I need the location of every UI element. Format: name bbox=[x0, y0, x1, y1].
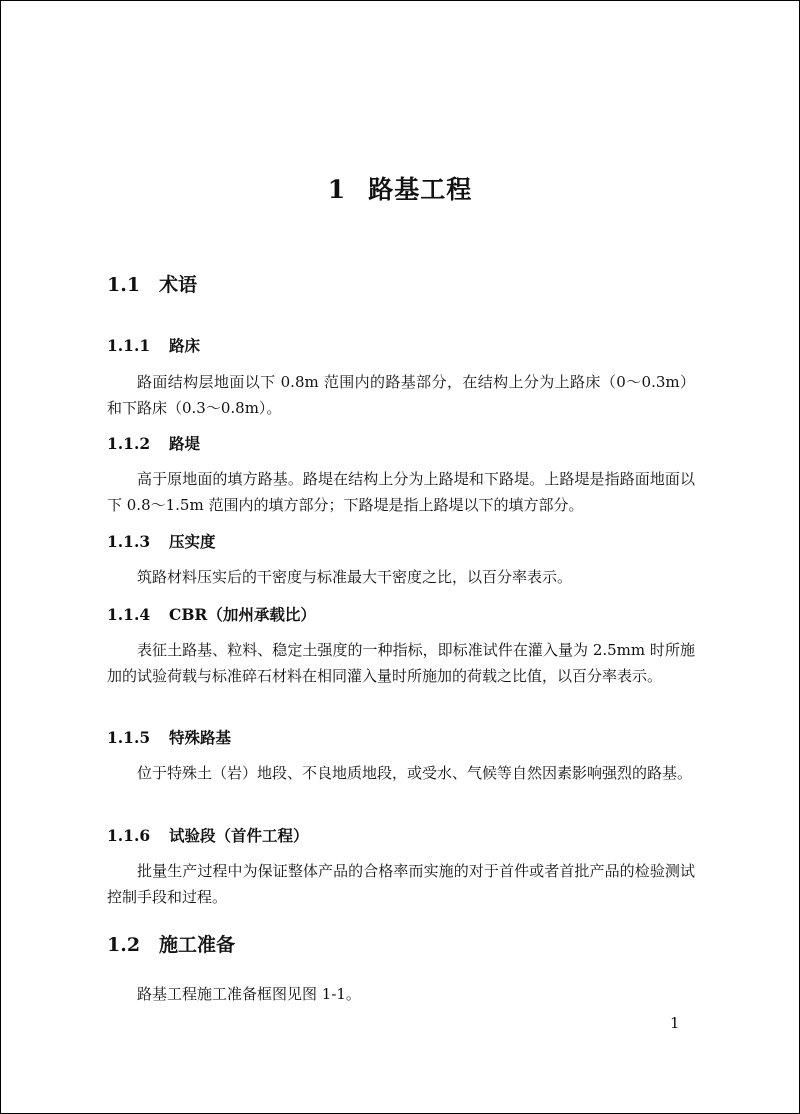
term-heading-1-1-5 bbox=[107, 726, 231, 748]
section-title: 施工准备 bbox=[159, 934, 236, 956]
chapter-title-text: 路基工程 bbox=[368, 175, 473, 204]
term-heading-1-1-4 bbox=[107, 603, 316, 625]
term-number: 1.1.3 bbox=[107, 532, 151, 551]
term-heading-1-1-2 bbox=[107, 432, 200, 454]
term-title: 压实度 bbox=[169, 532, 216, 551]
term-definition-1-1-6: 批量生产过程中为保证整体产品的合格率而实施的对于首件或者首批产品的检验测试控制手段和过程。 bbox=[107, 862, 695, 906]
term-title: 试验段（首件工程） bbox=[169, 826, 309, 845]
term-definition-1-1-1: 路面结构层地面以下 0.8m 范围内的路基部分，在结构上分为上路床（0～0.3m）和下路床（0.3～0.8m）。 bbox=[107, 373, 695, 417]
term-number: 1.1.2 bbox=[107, 434, 151, 453]
section-1-2-text: 路基工程施工准备框图见图 1-1。 bbox=[137, 985, 361, 1003]
term-title: 特殊路基 bbox=[169, 728, 232, 747]
term-title: CBR（加州承载比） bbox=[169, 605, 316, 624]
term-number: 1.1.6 bbox=[107, 826, 151, 845]
term-definition-1-1-5: 位于特殊土（岩）地段、不良地质地段，或受水、气候等自然因素影响强烈的路基。 bbox=[137, 764, 693, 782]
section-title: 术语 bbox=[159, 274, 198, 296]
term-definition-1-1-2: 高于原地面的填方路基。路堤在结构上分为上路堤和下路堤。上路堤是指路面地面以下 0.8～1.5m 范围内的填方部分；下路堤是指上路堤以下的填方部分。 bbox=[107, 470, 695, 514]
term-number: 1.1.1 bbox=[107, 336, 151, 355]
term-heading-1-1-3 bbox=[107, 530, 216, 552]
term-heading-1-1-6 bbox=[107, 824, 309, 846]
page-number: 1 bbox=[670, 1014, 680, 1032]
term-title: 路堤 bbox=[169, 434, 201, 453]
chapter-title bbox=[0, 170, 800, 206]
term-number: 1.1.5 bbox=[107, 728, 151, 747]
term-definition-1-1-4: 表征土路基、粒料、稳定土强度的一种指标，即标准试件在灌入量为 2.5mm 时所施加的试验荷载与标准碎石材料在相同灌入量时所施加的荷载之比值，以百分率表示。 bbox=[107, 641, 695, 685]
term-definition-1-1-3: 筑路材料压实后的干密度与标准最大干密度之比，以百分率表示。 bbox=[137, 568, 573, 586]
section-number: 1.1 bbox=[107, 274, 141, 296]
chapter-number: 1 bbox=[327, 175, 347, 204]
section-heading-1-1 bbox=[107, 270, 197, 297]
section-number: 1.2 bbox=[107, 934, 141, 956]
term-number: 1.1.4 bbox=[107, 605, 151, 624]
term-heading-1-1-1 bbox=[107, 334, 200, 356]
section-heading-1-2 bbox=[107, 930, 235, 957]
term-title: 路床 bbox=[169, 336, 201, 355]
